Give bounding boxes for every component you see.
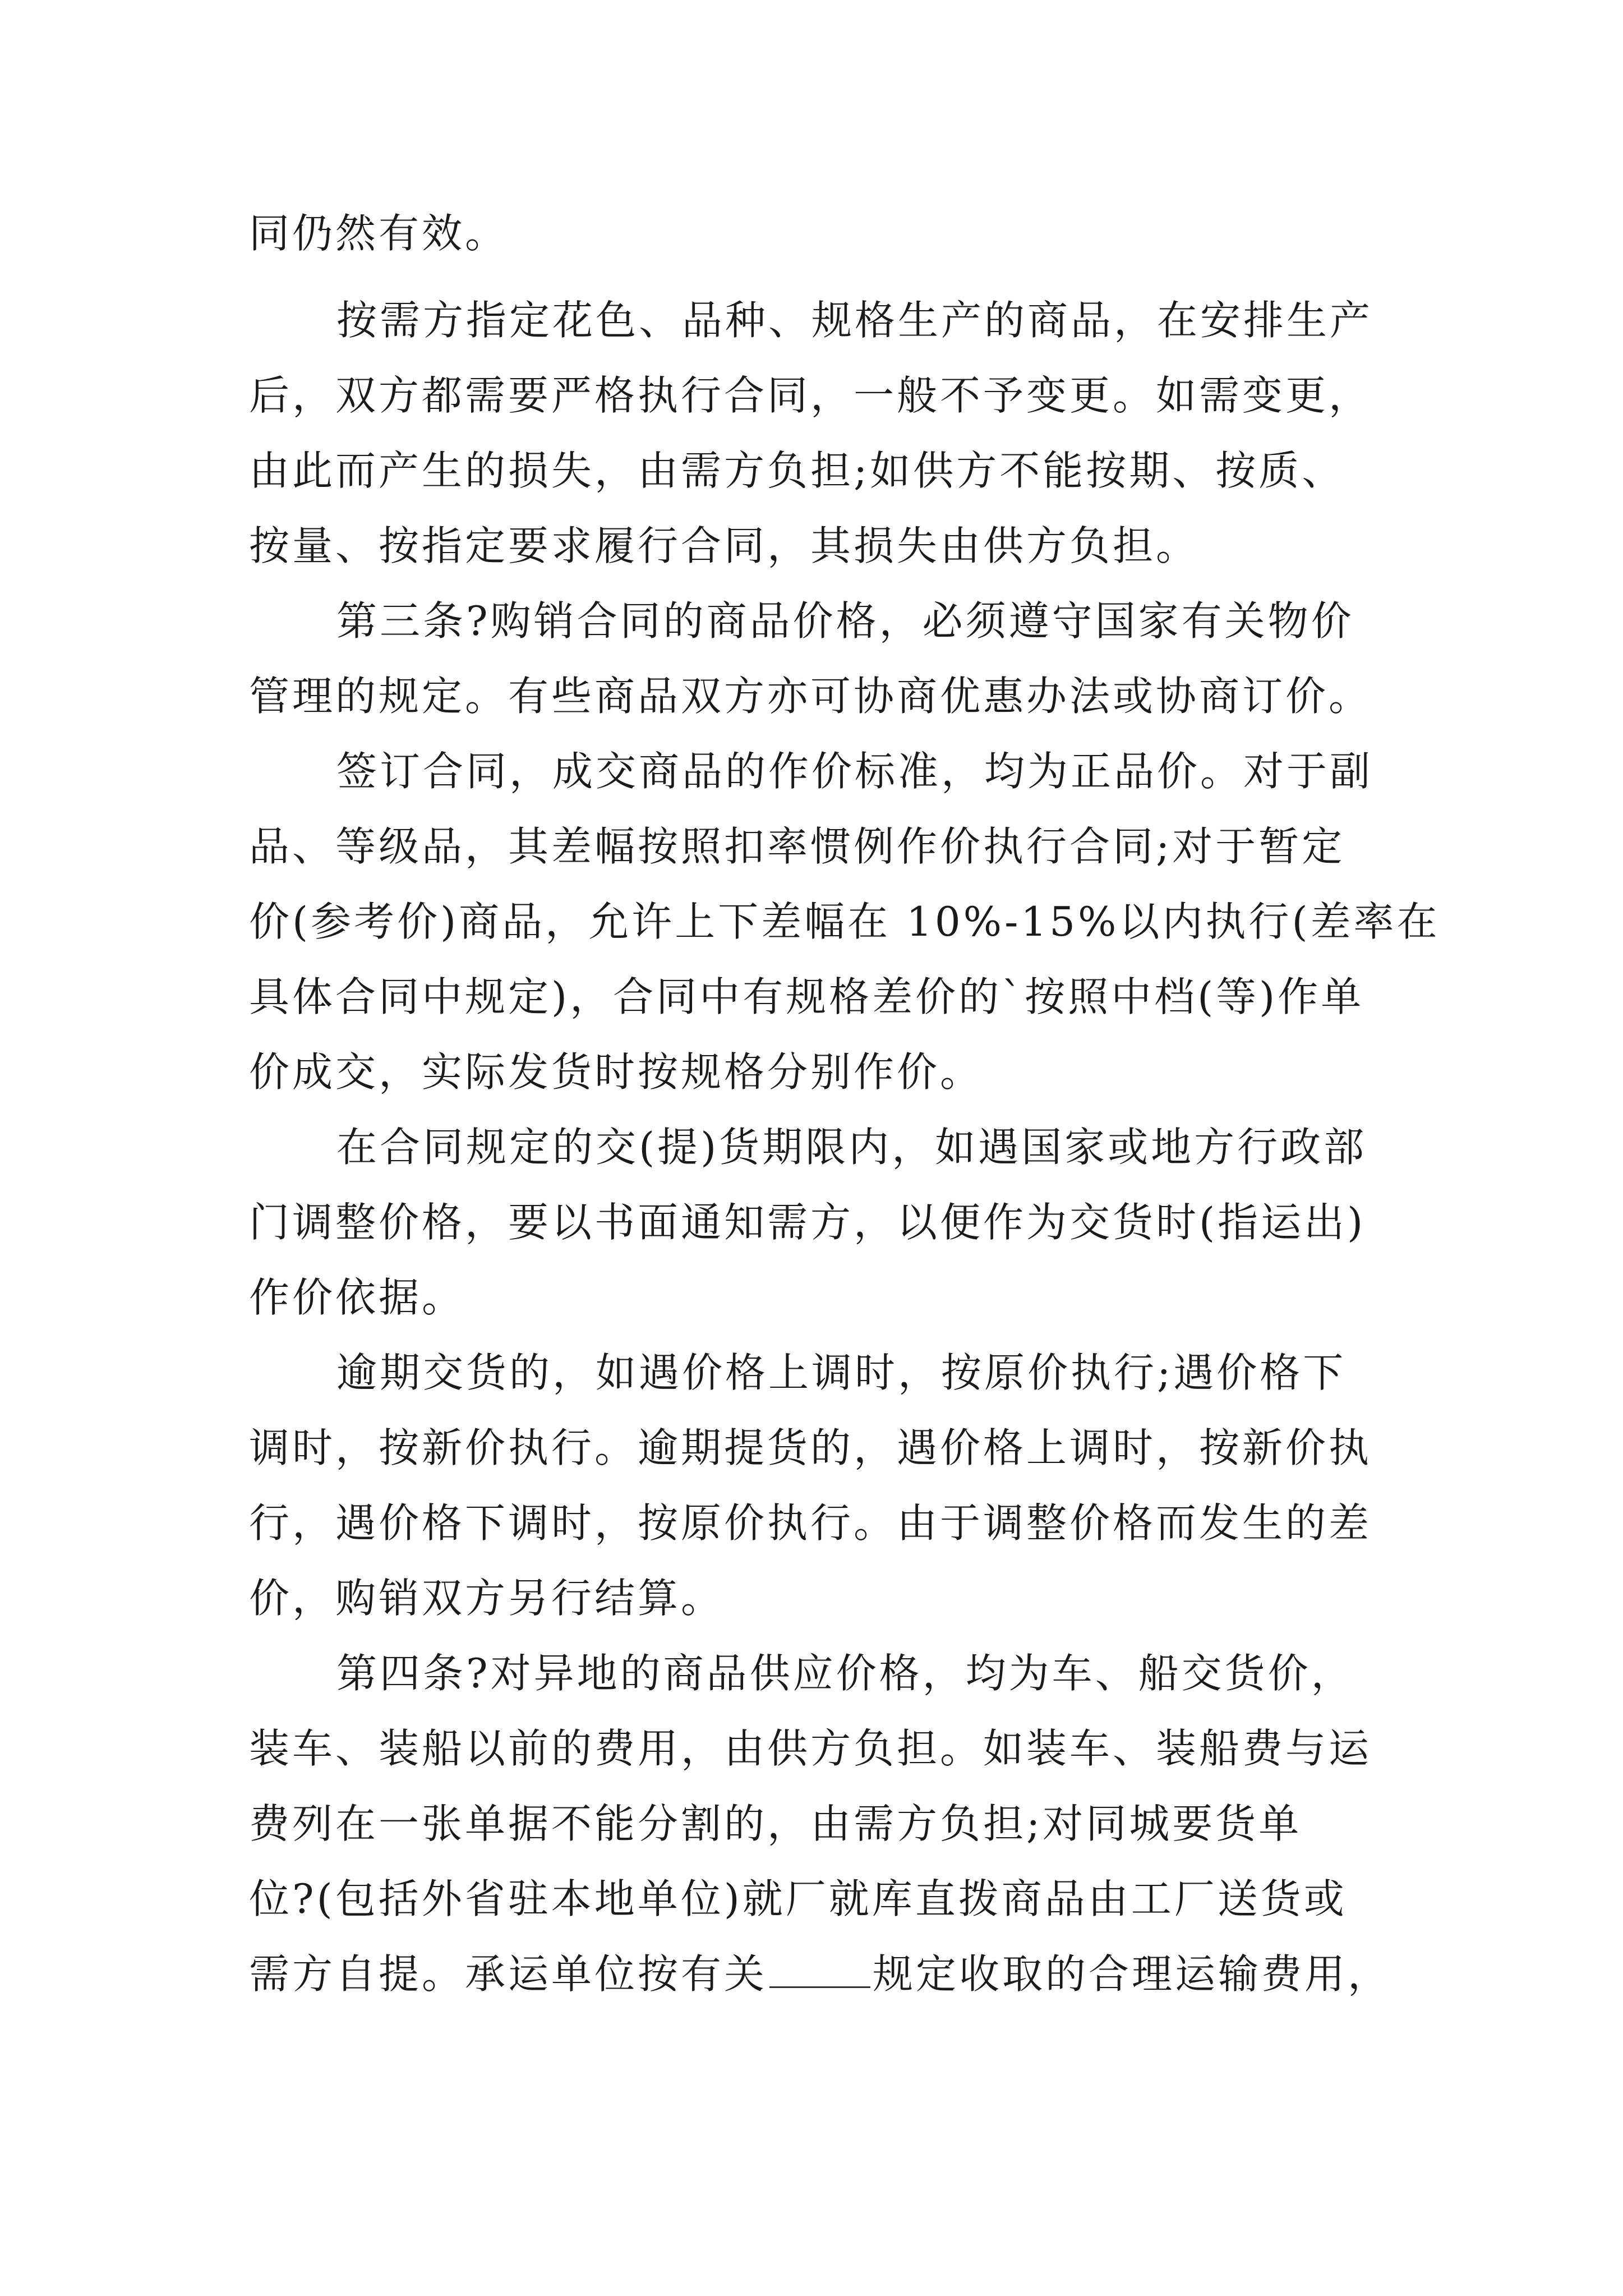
paragraph-start-line: 第三条?购销合同的商品价格，必须遵守国家有关物价 bbox=[336, 597, 1354, 645]
paragraph-start-line: 按需方指定花色、品种、规格生产的商品，在安排生产 bbox=[336, 297, 1373, 344]
text-line: 同仍然有效。 bbox=[249, 210, 509, 257]
text-line: 费列在一张单据不能分割的，由需方负担;对同城要货单 bbox=[249, 1800, 1302, 1847]
fill-in-blank bbox=[769, 1953, 870, 1988]
text-line: 价(参考价)商品，允许上下差幅在 10%-15%以内执行(差率在 bbox=[249, 898, 1440, 945]
paragraph-start-line: 签订合同，成交商品的作价标准，均为正品价。对于副 bbox=[336, 748, 1373, 795]
text-after-blank: 规定收取的合理运输费用， bbox=[873, 1950, 1391, 1998]
text-line: 门调整价格，要以书面通知需方，以便作为交货时(指运出) bbox=[249, 1199, 1366, 1246]
paragraph-start-line: 在合同规定的交(提)货期限内，如遇国家或地方行政部 bbox=[336, 1124, 1367, 1171]
text-line: 管理的规定。有些商品双方亦可协商优惠办法或协商订价。 bbox=[249, 673, 1372, 720]
text-line: 按量、按指定要求履行合同，其损失由供方负担。 bbox=[249, 522, 1200, 569]
paragraph-start-line: 逾期交货的，如遇价格上调时，按原价执行;遇价格下 bbox=[336, 1349, 1347, 1396]
text-line: 具体合同中规定)，合同中有规格差价的`按照中档(等)作单 bbox=[249, 973, 1364, 1020]
text-line: 行，遇价格下调时，按原价执行。由于调整价格而发生的差 bbox=[249, 1499, 1372, 1547]
text-line: 位?(包括外省驻本地单位)就厂就库直拨商品由工厂送货或 bbox=[249, 1875, 1347, 1922]
text-line: 调时，按新价执行。逾期提货的，遇价格上调时，按新价执 bbox=[249, 1424, 1372, 1471]
text-line-with-blank bbox=[249, 1947, 1391, 2001]
text-line: 装车、装船以前的费用，由供方负担。如装车、装船费与运 bbox=[249, 1725, 1372, 1772]
text-line: 品、等级品，其差幅按照扣率惯例作价执行合同;对于暂定 bbox=[249, 823, 1345, 870]
text-line: 后，双方都需要严格执行合同，一般不予变更。如需变更， bbox=[249, 372, 1372, 419]
text-line: 价，购销双方另行结算。 bbox=[249, 1575, 725, 1622]
text-line: 价成交，实际发货时按规格分别作价。 bbox=[249, 1048, 984, 1096]
text-line: 作价依据。 bbox=[249, 1274, 465, 1321]
text-before-blank: 需方自提。承运单位按有关 bbox=[249, 1950, 768, 1998]
paragraph-start-line: 第四条?对异地的商品供应价格，均为车、船交货价， bbox=[336, 1650, 1354, 1697]
text-line: 由此而产生的损失，由需方负担;如供方不能按期、按质、 bbox=[249, 447, 1345, 494]
